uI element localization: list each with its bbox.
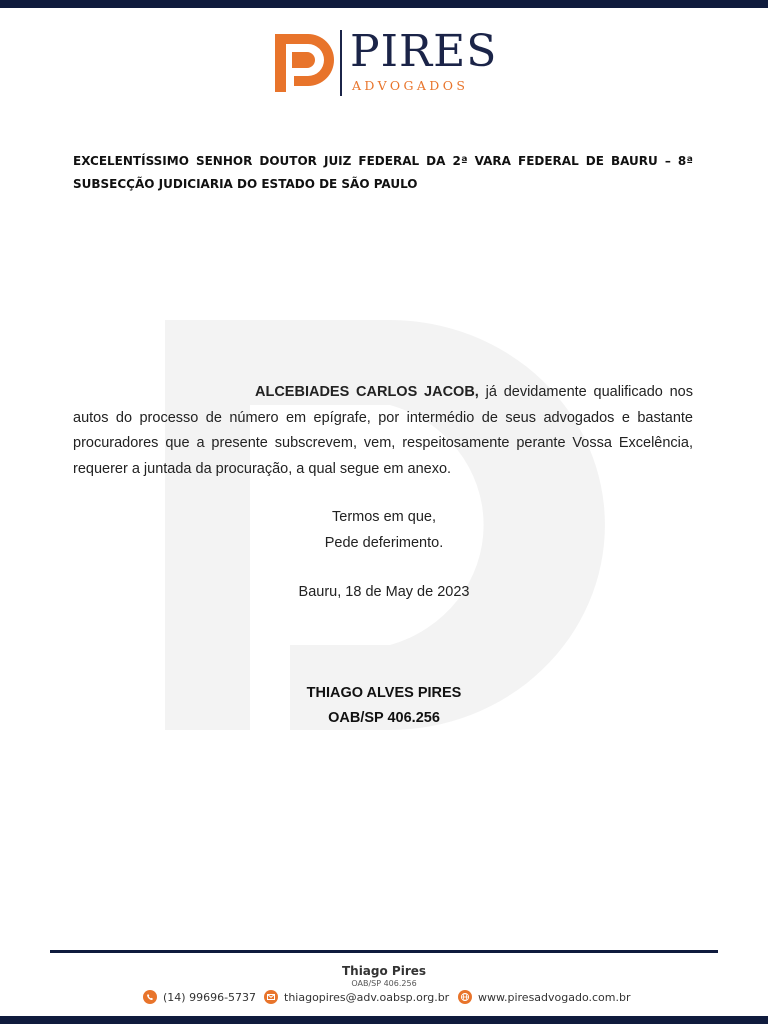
footer-website[interactable] (458, 990, 631, 1004)
party-name: ALCEBIADES CARLOS JACOB, (255, 384, 479, 400)
footer-phone[interactable] (143, 990, 256, 1004)
top-border (0, 0, 768, 8)
footer-oab: OAB/SP 406.256 (351, 979, 417, 988)
whatsapp-icon (143, 990, 157, 1004)
place-date: Bauru, 18 de May de 2023 (298, 584, 470, 600)
email-icon (264, 990, 278, 1004)
brand-name: PIRES (350, 26, 498, 77)
website-text: www.piresadvogado.com.br (478, 990, 631, 1004)
globe-icon (458, 990, 472, 1004)
brand-subtitle: ADVOGADOS (352, 78, 469, 93)
bottom-border (0, 1016, 768, 1024)
signatory-name: THIAGO ALVES PIRES (306, 685, 462, 701)
footer-divider (50, 950, 718, 953)
closing-line-1: Termos em que, (332, 509, 436, 525)
document-body (73, 380, 693, 482)
document-heading: EXCELENTÍSSIMO SENHOR DOUTOR JUIZ FEDERAL DA 2ª VARA FEDERAL DE BAURU – 8ª SUBSECÇÃO JUDICIARIA DO ESTADO DE SÃO PAULO (73, 154, 693, 191)
closing-line-2: Pede deferimento. (324, 535, 444, 551)
body-paragraph: já devidamente qualificado nos autos do processo de número em epígrafe, por intermédio de seus advogados e bastante procuradores que a presente subscrevem, vem, respeitosamente perante Vossa Excelência, requerer a juntada da procuração, a qual segue em anexo. (73, 384, 693, 477)
email-text: thiagopires@adv.oabsp.org.br (284, 990, 450, 1004)
phone-text: (14) 99696-5737 (163, 990, 257, 1004)
signatory-oab: OAB/SP 406.256 (328, 710, 440, 726)
footer-email[interactable] (264, 990, 449, 1004)
footer-name: Thiago Pires (341, 964, 427, 978)
